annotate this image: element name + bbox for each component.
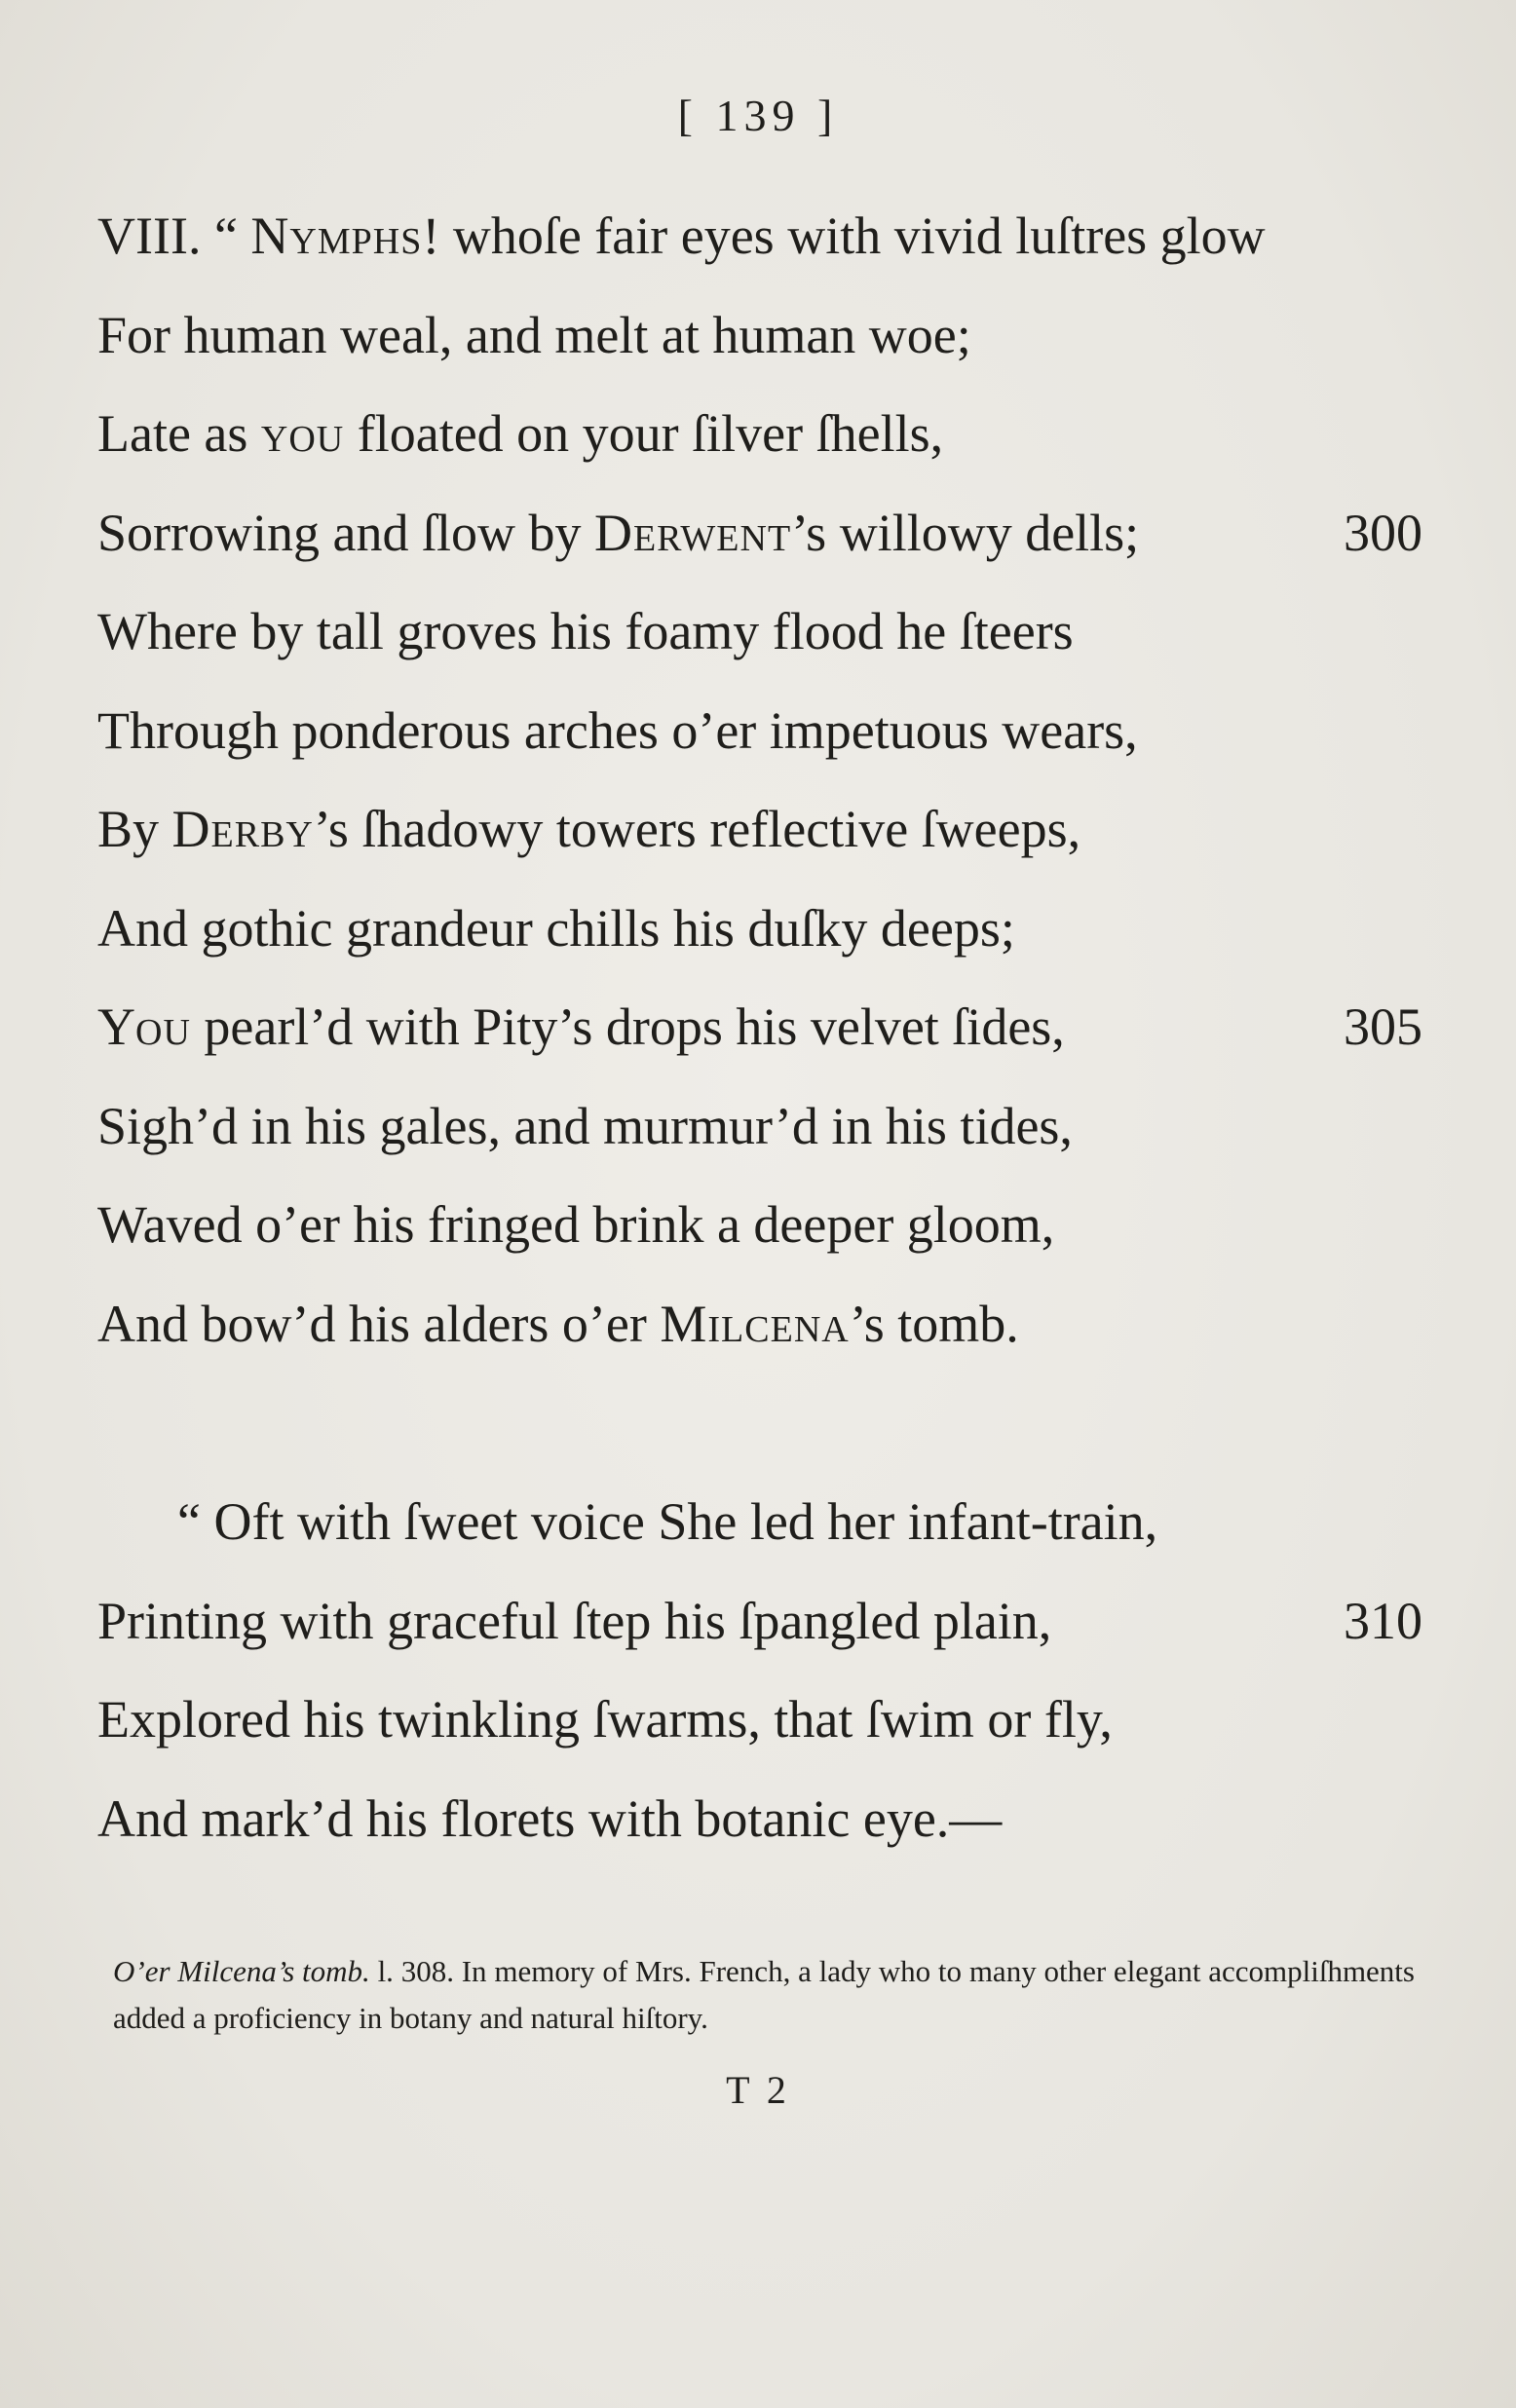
footnote-reference: O’er Milcena’s tomb.	[113, 1954, 370, 1988]
verse-fragment: Explored his twinkling ſwarms, that ſwim or fly,	[97, 1690, 1113, 1749]
verse-fragment: For human weal, and melt at human woe;	[97, 305, 971, 364]
verse-fragment: ’s tomb.	[849, 1294, 1019, 1353]
verse-line	[97, 1671, 1422, 1770]
verse-fragment: VIII. “	[97, 207, 251, 265]
verse-line	[97, 780, 1422, 880]
verse-text	[97, 602, 1074, 660]
verse-text	[97, 1295, 1019, 1353]
footnote	[113, 1948, 1415, 2042]
verse-text	[97, 1789, 1002, 1848]
verse-text	[97, 1690, 1113, 1749]
verse-line	[97, 1770, 1422, 1869]
verse-fragment: And gothic grandeur chills his duſky deeps;	[97, 898, 1015, 958]
page-number: [ 139 ]	[677, 91, 839, 140]
verse-fragment: Y	[97, 997, 135, 1056]
line-number: 300	[1344, 503, 1422, 562]
verse-line	[97, 286, 1422, 386]
footnote-text: l. 308. In memory of Mrs. French, a lady who to many other elegant accompliſhments added a proficiency in botany and natural hiſtory.	[113, 1954, 1415, 2035]
verse-text	[97, 207, 1266, 265]
verse-text	[97, 504, 1139, 562]
verse-line	[97, 1275, 1422, 1374]
verse-fragment: Printing with graceful ſtep his ſpangled plain,	[97, 1591, 1052, 1650]
signature-mark: T 2	[726, 2068, 790, 2112]
stanza-gap	[97, 1373, 1422, 1473]
line-number: 310	[1344, 1591, 1422, 1650]
stanza-1	[97, 187, 1422, 1373]
verse-fragment: By	[97, 800, 172, 858]
verse-line	[97, 385, 1422, 484]
verse-fragment: floated on your ſilver ſhells,	[344, 404, 944, 463]
verse-fragment: Late as	[97, 404, 261, 463]
verse-line	[97, 682, 1422, 781]
line-number: 305	[1344, 997, 1422, 1056]
poem	[97, 187, 1422, 1868]
stanza-2	[97, 1473, 1422, 1868]
verse-fragment: Waved o’er his fringed brink a deeper gloom,	[97, 1195, 1055, 1254]
verse-line	[97, 1572, 1422, 1672]
verse-text	[97, 701, 1138, 760]
verse-fragment: “ Oft with ſweet voice She led her infant-train,	[177, 1492, 1158, 1551]
verse-fragment: Through ponderous arches o’er impetuous wears,	[97, 700, 1138, 760]
verse-line	[97, 187, 1422, 286]
verse-text	[97, 306, 971, 364]
verse-line	[97, 1077, 1422, 1177]
verse-fragment: ’s willowy dells;	[791, 503, 1140, 562]
verse-line	[97, 484, 1422, 583]
small-caps-text: Nymphs	[250, 207, 423, 265]
verse-line	[97, 978, 1422, 1077]
verse-text	[97, 404, 943, 463]
verse-fragment: And mark’d his florets with botanic eye.—	[97, 1788, 1003, 1848]
verse-fragment: Where by tall groves his foamy flood he ſteers	[97, 602, 1074, 660]
verse-line	[97, 880, 1422, 979]
verse-text	[97, 997, 1065, 1056]
small-caps-text: ou	[135, 997, 191, 1056]
verse-text	[97, 899, 1015, 958]
small-caps-text: Derby	[171, 800, 314, 858]
verse-text	[97, 1097, 1073, 1155]
verse-text	[97, 1592, 1051, 1650]
verse-fragment: Sigh’d in his gales, and murmur’d in his tides,	[97, 1096, 1073, 1155]
verse-text	[97, 800, 1080, 858]
verse-line	[97, 583, 1422, 682]
small-caps-text: you	[260, 404, 345, 463]
verse-line	[97, 1176, 1422, 1275]
verse-line	[97, 1473, 1422, 1572]
verse-fragment: ! whoſe fair eyes with vivid luſtres glow	[422, 207, 1266, 265]
verse-fragment: pearl’d with Pity’s drops his velvet ſides,	[190, 997, 1065, 1056]
verse-text	[177, 1492, 1157, 1551]
verse-fragment: And bow’d his alders o’er	[97, 1294, 661, 1353]
verse-fragment: ’s ſhadowy towers reflective ſweeps,	[313, 800, 1081, 858]
verse-fragment: Sorrowing and ſlow by	[97, 503, 594, 562]
verse-text	[97, 1195, 1054, 1254]
small-caps-text: Milcena	[660, 1294, 850, 1353]
small-caps-text: Derwent	[593, 503, 792, 562]
